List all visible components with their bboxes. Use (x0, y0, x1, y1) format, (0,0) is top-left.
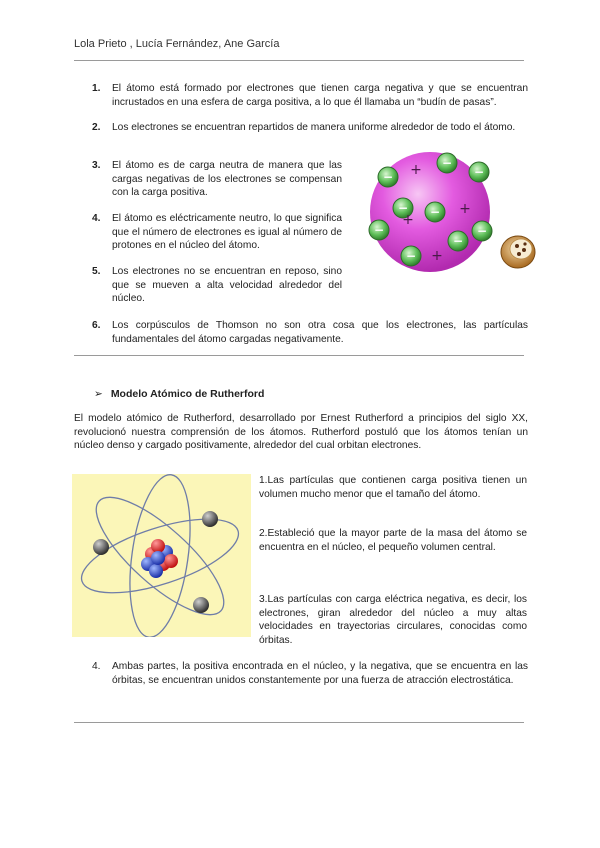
list-item-text: Ambas partes, la positiva encontrada en el núcleo, y la negativa, que se encuentra en las órbitas, se encuentran unidos constantemente por una fuerza de atracción electrostática. (112, 661, 528, 686)
list-item-text: Los corpúsculos de Thomson no son otra cosa que los electrones, las partículas fundamentales del átomo cargadas negativamente. (112, 320, 528, 345)
list-item-number: 3. (92, 160, 101, 171)
list-item (92, 159, 342, 200)
arrow-bullet-icon: ➢ (94, 388, 103, 400)
electron-minus-sign: − (405, 249, 417, 263)
footer-divider (74, 722, 524, 723)
electron-minus-sign: − (452, 234, 464, 248)
electron (193, 597, 209, 613)
electron-minus-sign: − (473, 165, 485, 179)
proton-plus-sign: + (459, 201, 471, 217)
list-item-text: Estableció que la mayor parte de la masa del átomo se encuentra en el núcleo, el pequeño volumen central. (259, 528, 527, 553)
electron-minus-sign: − (476, 224, 488, 238)
electron (93, 539, 109, 555)
header-divider (74, 60, 524, 61)
list-item (259, 474, 527, 501)
list-item-number: 4. (92, 213, 101, 224)
electron-minus-sign: − (373, 223, 385, 237)
section-title: Modelo Atómico de Rutherford (110, 388, 265, 400)
proton-plus-sign: + (410, 162, 422, 178)
list-item-number: 4. (92, 661, 101, 672)
list-item-text: Los electrones no se encuentran en reposo, sino que se mueven a alta velocidad alrededor del núcleo. (112, 266, 342, 305)
list-item (92, 660, 528, 687)
rutherford-intro: El modelo atómico de Rutherford, desarrollado por Ernest Rutherford a principios del siglo XX, revolucionó nuestra comprensión de los átomos. Rutherford postuló que los átomos tenían un núcleo denso y cargado positivamente, alrededor del cual orbitan electrones. (74, 413, 528, 452)
page-header-authors: Lola Prieto , Lucía Fernández, Ane García (74, 38, 280, 50)
list-item-number: 1. (259, 475, 268, 486)
list-item (92, 319, 528, 346)
list-item-text: Las partículas que contienen carga positiva tienen un volumen mucho menor que el tamaño del átomo. (259, 475, 527, 500)
list-item-number: 5. (92, 266, 101, 277)
list-item-text: Las partículas con carga eléctrica negativa, es decir, los electrones, giran alrededor del núcleo a muy altas velocidades en trayectorias circulares, conocidas como órbitas. (259, 594, 527, 646)
list-item (92, 82, 528, 109)
electron-minus-sign: − (441, 156, 453, 170)
section-heading (94, 388, 264, 400)
list-item-number: 3. (259, 594, 268, 605)
list-item-number: 6. (92, 320, 101, 331)
proton-plus-sign: + (431, 248, 443, 264)
list-item-number: 1. (92, 83, 101, 94)
list-item-text: El átomo es de carga neutra de manera que las cargas negativas de los electrones se compensan con la carga positiva. (112, 160, 342, 199)
electron-minus-sign: − (397, 201, 409, 215)
proton-plus-sign: + (402, 212, 414, 228)
list-item (92, 121, 528, 135)
list-item-text: El átomo es eléctricamente neutro, lo que significa que el número de electrones es igual al número de protones en el núcleo del átomo. (112, 213, 342, 252)
list-item (92, 265, 342, 306)
electron (202, 511, 218, 527)
list-item-number: 2. (259, 528, 268, 539)
list-item (259, 593, 527, 647)
list-item (92, 212, 342, 253)
list-item-text: El átomo está formado por electrones que tienen carga negativa y que se encuentran incrustados en una esfera de carga positiva, a lo que él llamaba un “budín de pasas”. (112, 83, 528, 108)
list-item (259, 527, 527, 554)
electron-minus-sign: − (429, 205, 441, 219)
electron-minus-sign: − (382, 170, 394, 184)
rutherford-atom-figure (72, 474, 251, 637)
list-item-text: Los electrones se encuentran repartidos de manera uniforme alrededor de todo el átomo. (112, 122, 516, 133)
plum-pudding-illustration (501, 236, 535, 268)
section-divider (74, 355, 524, 356)
list-item-number: 2. (92, 122, 101, 133)
thomson-atom-figure (355, 150, 540, 280)
